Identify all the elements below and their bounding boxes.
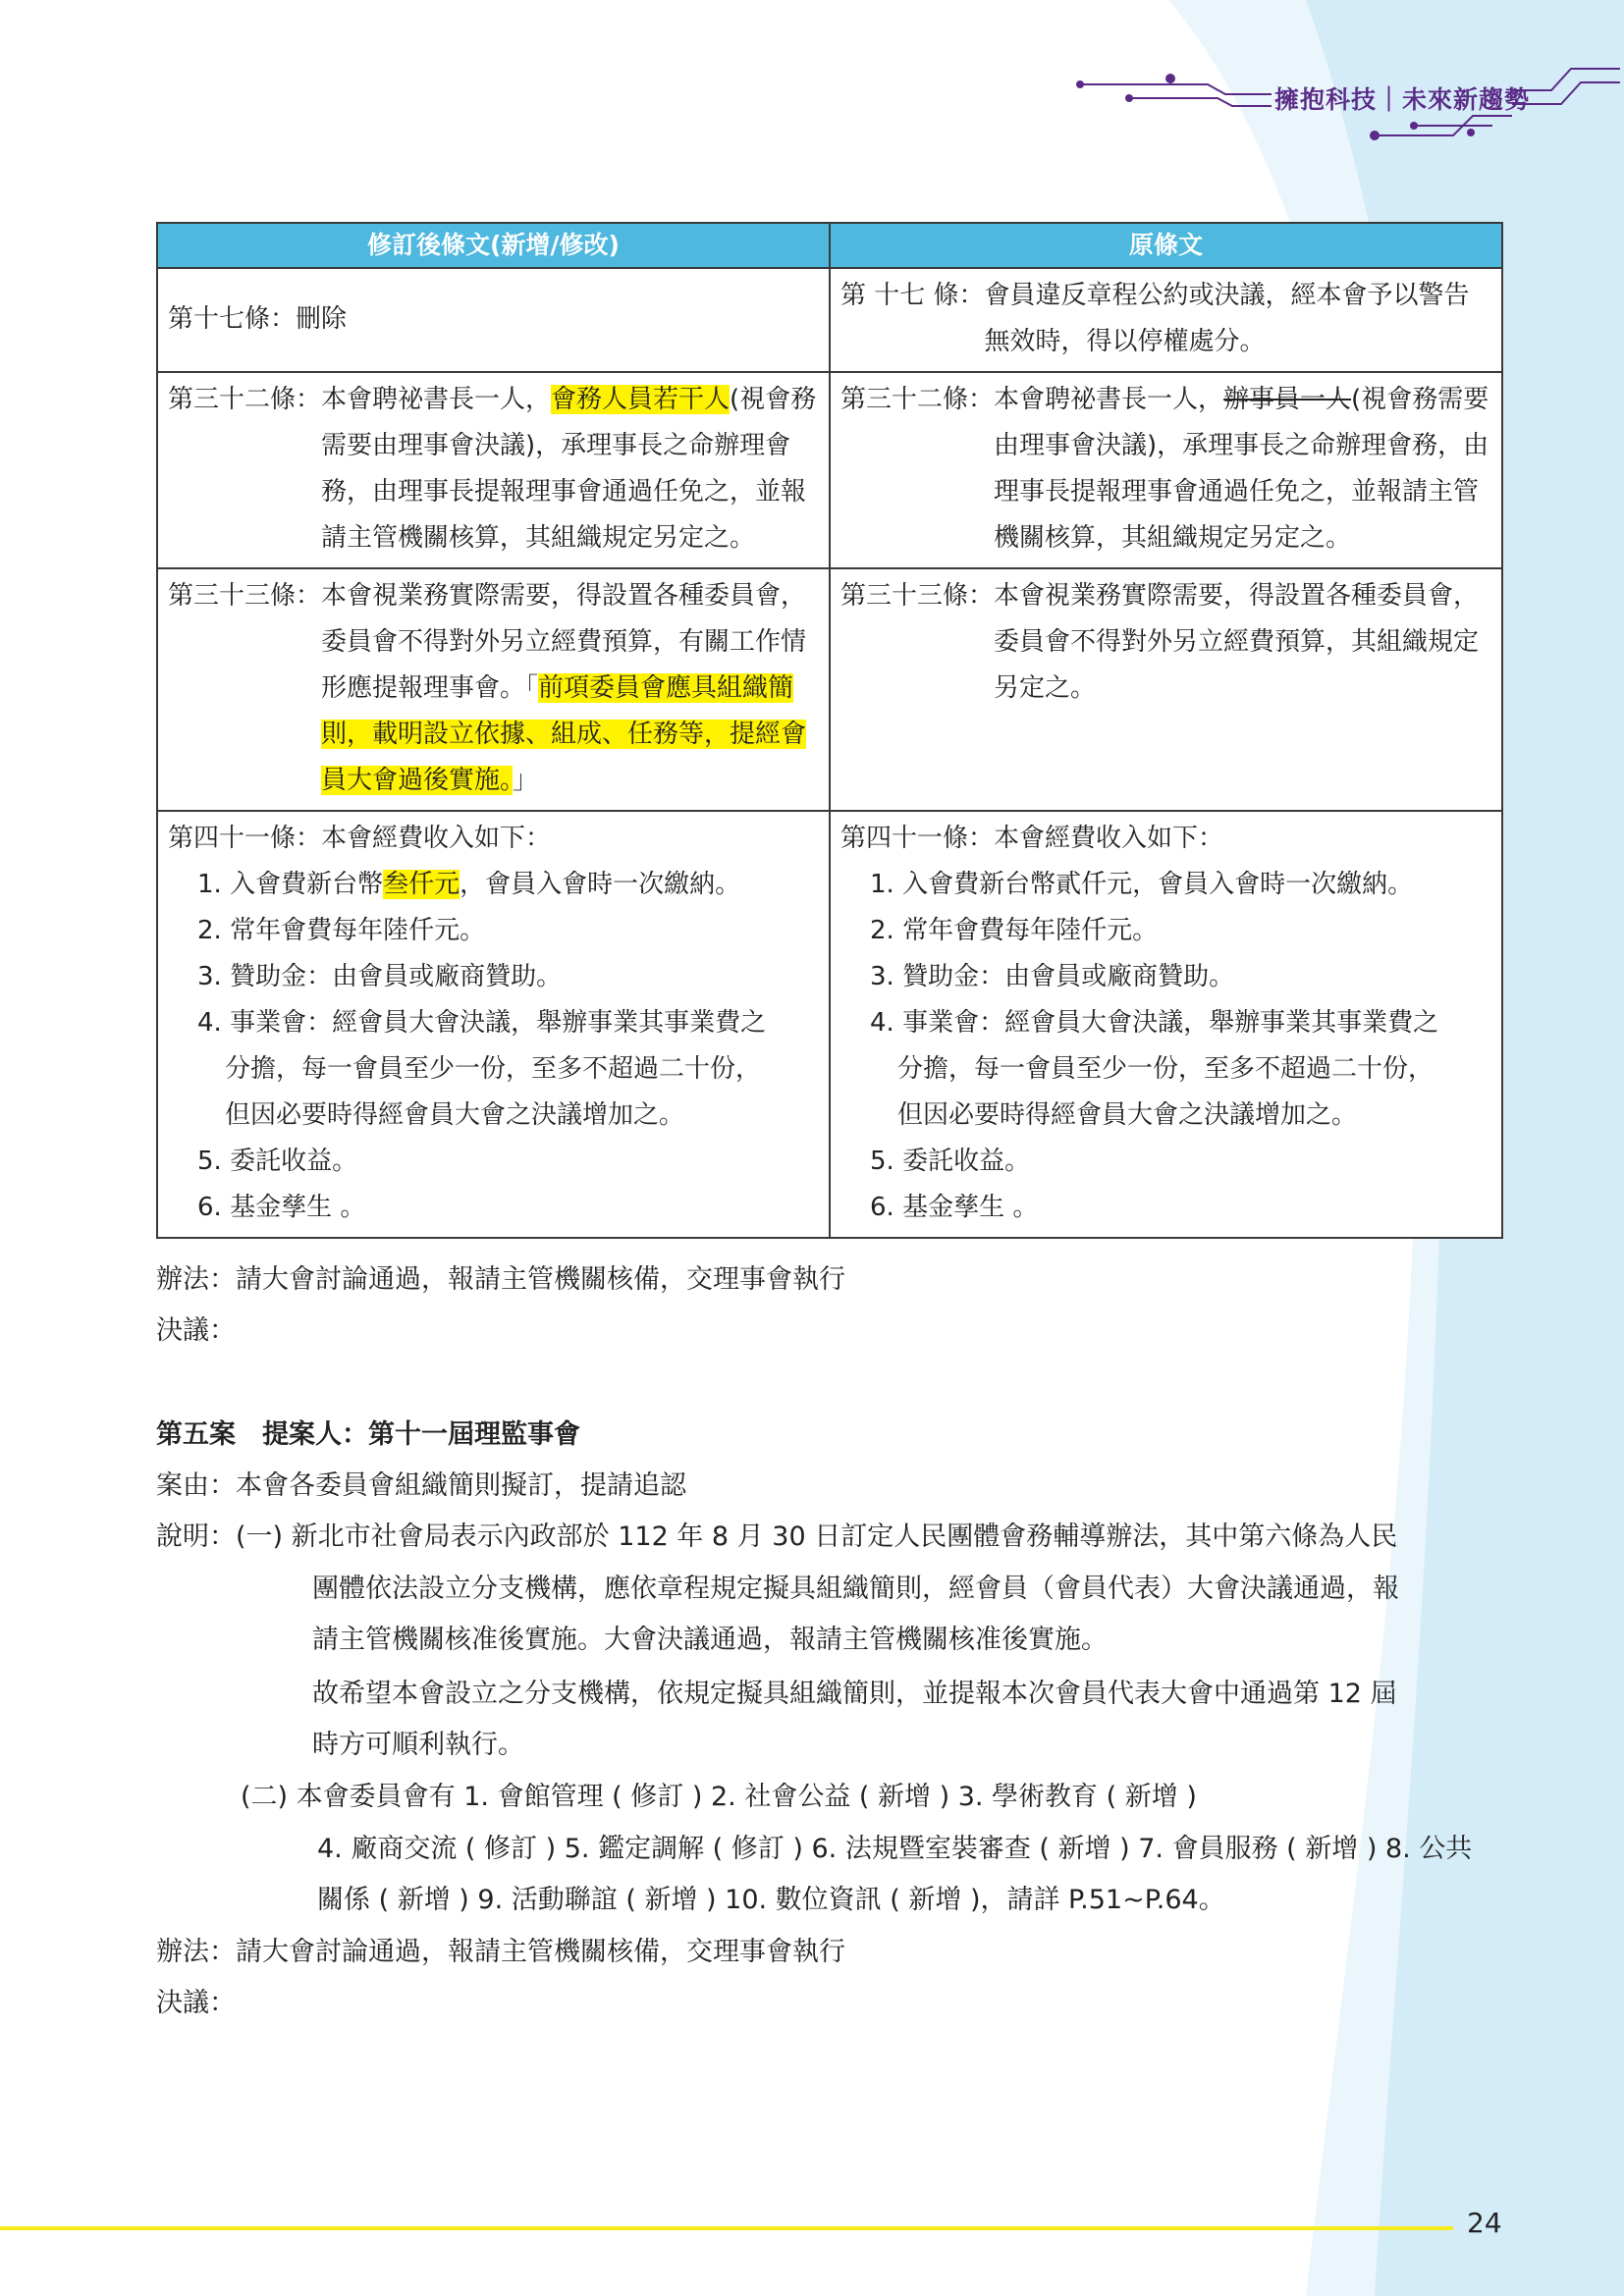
table-row: [157, 568, 1502, 811]
header-original: 原條文: [830, 223, 1502, 268]
list-item: 分擔，每一會員至少一份，至多不超過二十份，: [897, 1054, 1435, 1084]
case5-desc2-line3: 關係 ( 新增 ) 9. 活動聯誼 ( 新增 ) 10. 數位資訊 ( 新增 )，請詳 P.51~P.64。: [317, 1885, 1225, 1915]
list-item: 1. 入會費新台幣叁仟元，會員入會時一次繳納。: [197, 870, 741, 899]
amendment-comparison-table: [156, 222, 1503, 1239]
list-item: 3. 贊助金：由會員或廠商贊助。: [197, 962, 563, 991]
art41-new-highlight: 叁仟元: [383, 870, 460, 899]
list-item: 4. 事業會：經會員大會決議，舉辦事業其事業費之: [197, 1008, 767, 1038]
cell-new-art41: [157, 811, 830, 1238]
list-item: 1. 入會費新台幣貳仟元，會員入會時一次繳納。: [870, 870, 1414, 899]
list-item: 5. 委託收益。: [870, 1147, 1031, 1176]
art33-old-label: 第三十三條：: [840, 581, 995, 611]
list-item: 分擔，每一會員至少一份，至多不超過二十份，: [225, 1054, 762, 1084]
case5-desc1-line4: 故希望本會設立之分支機構，依規定擬具組織簡則，並提報本次會員代表大會中通過第 12 屆: [312, 1679, 1397, 1709]
case5-desc2-line1: (二) 本會委員會有 1. 會館管理 ( 修訂 ) 2. 社會公益 ( 新增 ) 3. 學術教育 ( 新增 ): [241, 1782, 1197, 1812]
art32-old-label: 第三十二條：: [840, 385, 995, 414]
art33-new-post: 」: [513, 766, 539, 795]
art32-new-pre: 本會聘祕書長一人，: [321, 385, 552, 414]
cell-old-art17: [830, 268, 1502, 372]
page-number: 24: [1467, 2207, 1502, 2239]
table-row: [157, 811, 1502, 1238]
case5-resolution: 決議：: [156, 1988, 236, 2018]
art33-new-highlight: 前項委員會應具組織簡則，載明設立依據、組成、任務等，提經會員大會過後實施。: [321, 673, 807, 795]
art33-new-label: 第三十三條：: [168, 581, 322, 611]
art17-old-label: 第 十七 條：: [840, 281, 985, 310]
list-item: 6. 基金孳生 。: [870, 1193, 1039, 1222]
art33-old-text: 本會視業務實際需要，得設置各種委員會，委員會不得對外另立經費預算，其組織規定另定之。: [994, 581, 1480, 703]
art32-old-post: (視會務需要由理事會決議)，承理事長之命辦理會務，由理事長提報理事會通過任免之，並報請主管機關核算，其組織規定另定之。: [994, 385, 1489, 553]
cell-old-art41: [830, 811, 1502, 1238]
table-header-row: [157, 223, 1502, 268]
header-tagline: 擁抱科技｜未來新趨勢: [1274, 85, 1531, 114]
cell-new-art17: [157, 268, 830, 372]
art33-new-pre: 本會視業務實際需要，得設置各種委員會，委員會不得對外另立經費預算，有關工作情形應提報理事會。「: [321, 581, 807, 703]
case5-desc1-line5: 時方可順利執行。: [312, 1730, 524, 1760]
case5-title: 第五案 提案人：第十一屆理監事會: [156, 1419, 580, 1450]
table-row: [157, 268, 1502, 372]
case5-desc1-line1: 說明：(一) 新北市社會局表示內政部於 112 年 8 月 30 日訂定人民團體會務輔導辦法，其中第六條為人民: [156, 1522, 1398, 1552]
list-item: 6. 基金孳生 。: [197, 1193, 366, 1222]
art17-new-text: 第十七條：刪除: [168, 303, 348, 334]
table-row: [157, 372, 1502, 568]
art32-new-label: 第三十二條：: [168, 385, 322, 414]
footer-line: [0, 2226, 1453, 2230]
cell-new-art33: [157, 568, 830, 811]
list-item: 但因必要時得經會員大會之決議增加之。: [897, 1100, 1358, 1130]
list-item: 3. 贊助金：由會員或廠商贊助。: [870, 962, 1235, 991]
case5-method: 辦法：請大會討論通過，報請主管機關核備，交理事會執行: [156, 1937, 845, 1967]
method-text: 辦法：請大會討論通過，報請主管機關核備，交理事會執行: [156, 1264, 845, 1295]
cell-new-art32: [157, 372, 830, 568]
case5-desc2-line2: 4. 廠商交流 ( 修訂 ) 5. 鑑定調解 ( 修訂 ) 6. 法規暨室裝審查 ( 新增 ) 7. 會員服務 ( 新增 ) 8. 公共: [317, 1834, 1473, 1864]
art41-old-title: 第四十一條：本會經費收入如下：: [840, 824, 1224, 853]
cell-old-art33: [830, 568, 1502, 811]
case5-reason: 案由：本會各委員會組織簡則擬訂，提請追認: [156, 1470, 686, 1501]
art32-new-highlight: 會務人員若干人: [551, 385, 731, 414]
case5-desc1-line3: 請主管機關核准後實施。大會決議通過，報請主管機關核准後實施。: [312, 1625, 1108, 1655]
header-revised: 修訂後條文(新增/修改): [157, 223, 830, 268]
list-item: 但因必要時得經會員大會之決議增加之。: [225, 1100, 685, 1130]
art32-old-pre: 本會聘祕書長一人，: [994, 385, 1224, 414]
list-item: 4. 事業會：經會員大會決議，舉辦事業其事業費之: [870, 1008, 1439, 1038]
art32-old-strike: 辦事員一人: [1223, 385, 1352, 414]
case5-desc1-line2: 團體依法設立分支機構，應依章程規定擬具組織簡則，經會員（會員代表）大會決議通過，報: [312, 1574, 1399, 1604]
resolution-text: 決議：: [156, 1315, 236, 1346]
list-item: 2. 常年會費每年陸仟元。: [197, 916, 486, 945]
list-item: 2. 常年會費每年陸仟元。: [870, 916, 1159, 945]
art32-new-post: (視會務需要由理事會決議)，承理事長之命辦理會務，由理事長提報理事會通過任免之，並報請主管機關核算，其組織規定另定之。: [321, 385, 817, 553]
art41-new-title: 第四十一條：本會經費收入如下：: [168, 824, 552, 853]
list-item: 5. 委託收益。: [197, 1147, 358, 1176]
cell-old-art32: [830, 372, 1502, 568]
art17-old-text: 會員違反章程公約或決議，經本會予以警告無效時，得以停權處分。: [984, 281, 1470, 356]
